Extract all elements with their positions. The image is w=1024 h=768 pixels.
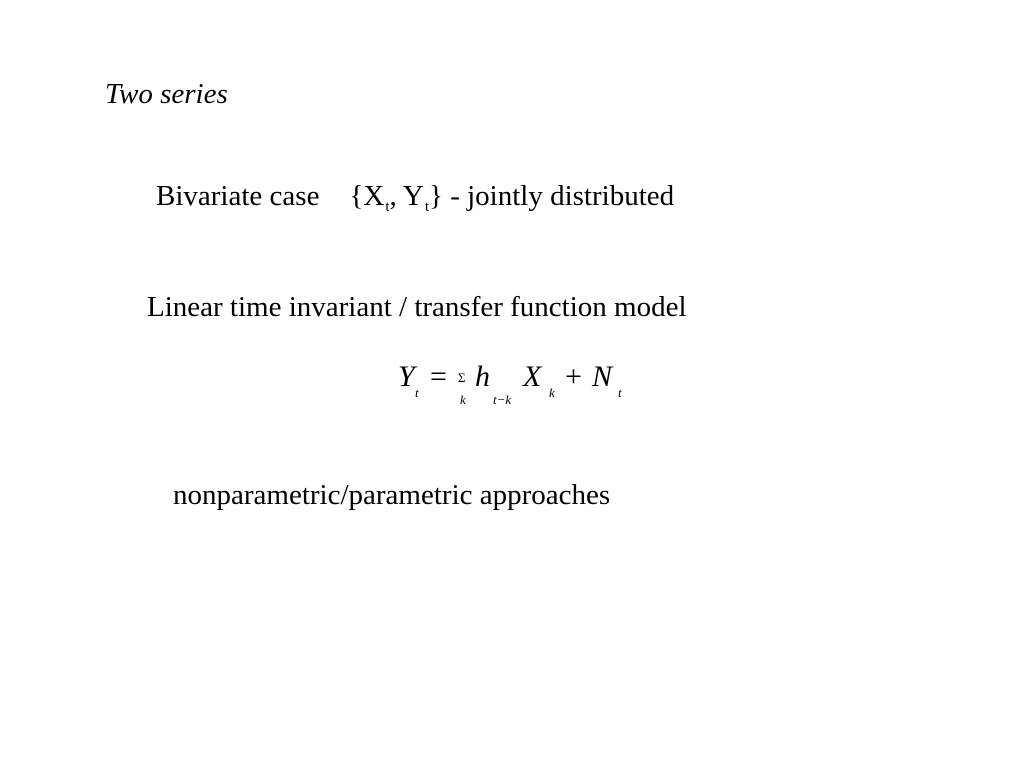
approaches-line: nonparametric/parametric approaches bbox=[173, 479, 611, 511]
comma-y: , Y bbox=[389, 180, 424, 212]
eq-y-sub: t bbox=[415, 385, 419, 400]
transfer-function-equation bbox=[396, 360, 636, 416]
bivariate-line bbox=[156, 180, 674, 213]
eq-y: Y bbox=[398, 360, 415, 393]
eq-x-sub: k bbox=[549, 385, 555, 400]
slide-title: Two series bbox=[105, 78, 228, 110]
brace-close-text: } - jointly distributed bbox=[429, 180, 675, 212]
eq-sigma: Σ bbox=[458, 370, 466, 385]
brace-open-x: {X bbox=[349, 180, 385, 212]
bivariate-label: Bivariate case bbox=[156, 180, 320, 212]
eq-n-sub: t bbox=[618, 385, 622, 400]
eq-equals: = bbox=[430, 360, 447, 393]
linear-model-line: Linear time invariant / transfer function model bbox=[147, 291, 687, 323]
x-subscript: t bbox=[385, 199, 390, 215]
eq-n: N bbox=[592, 360, 613, 393]
eq-x: X bbox=[523, 360, 542, 393]
eq-h-sub: t−k bbox=[493, 392, 512, 407]
eq-sigma-sub: k bbox=[460, 392, 466, 407]
eq-h: h bbox=[475, 360, 490, 393]
eq-plus: + bbox=[565, 360, 582, 393]
y-subscript: t bbox=[424, 199, 430, 215]
